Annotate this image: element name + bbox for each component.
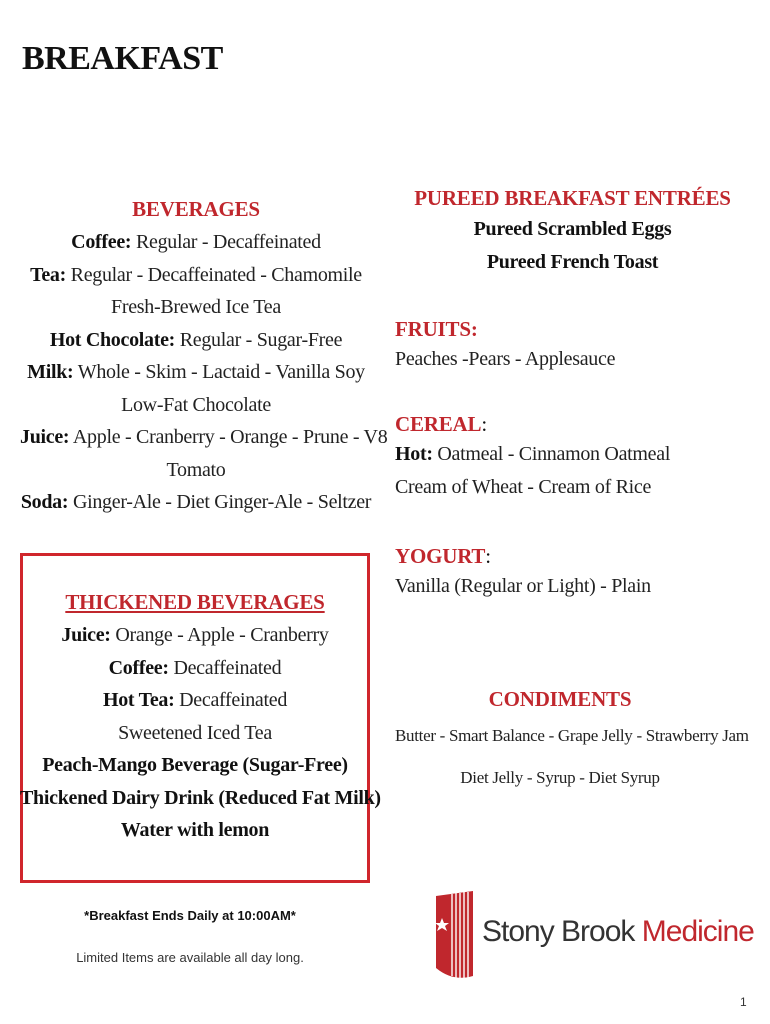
thick-coffee-text: Decaffeinated xyxy=(173,656,282,679)
thick-hot-tea-text: Decaffeinated xyxy=(179,689,288,711)
coffee-text: Regular - Decaffeinated xyxy=(135,231,321,253)
tea-line xyxy=(20,259,372,292)
cereal-header: CEREAL xyxy=(395,412,482,436)
cereal-colon: : xyxy=(481,412,487,436)
beverages-header: BEVERAGES xyxy=(132,197,260,221)
thickened-header: THICKENED BEVERAGES xyxy=(65,590,325,614)
condiments-line-2: Diet Jelly - Syrup - Diet Syrup xyxy=(460,768,660,787)
fruits-header: FRUITS: xyxy=(395,317,478,341)
tea-label: Tea: xyxy=(30,263,66,286)
thick-hot-tea-line xyxy=(20,684,370,717)
thick-coffee-line xyxy=(20,652,370,685)
condiments-header: CONDIMENTS xyxy=(488,687,632,711)
cereal-hot-label: Hot: xyxy=(395,443,433,465)
all-day-note: Limited Items are available all day long. xyxy=(76,950,304,965)
pureed-header: PUREED BREAKFAST ENTRÉES xyxy=(414,186,731,210)
yogurt-colon: : xyxy=(485,544,491,568)
juice-text: Apple - Cranberry - Orange - Prune - V8 xyxy=(72,426,388,448)
thick-coffee-label: Coffee: xyxy=(108,656,169,679)
dairy-line xyxy=(20,782,381,815)
logo-wordmark xyxy=(482,915,754,949)
condiments-section xyxy=(395,684,749,788)
cereal-cream-line: Cream of Wheat - Cream of Rice xyxy=(395,475,652,498)
yogurt-header-line xyxy=(395,542,755,570)
soda-line xyxy=(20,486,372,519)
thick-iced-tea-line: Sweetened Iced Tea xyxy=(118,721,272,744)
pureed-item: Pureed French Toast xyxy=(486,250,659,273)
yogurt-section xyxy=(395,542,755,603)
page-number: 1 xyxy=(740,995,747,1009)
cereal-hot-line xyxy=(395,438,755,471)
hot-chocolate-line xyxy=(20,324,372,357)
coffee-label: Coffee: xyxy=(71,231,132,253)
hot-chocolate-label: Hot Chocolate: xyxy=(49,328,176,351)
juice-label: Juice: xyxy=(20,426,70,448)
thick-hot-tea-label: Hot Tea: xyxy=(102,689,175,711)
hot-chocolate-text: Regular - Sugar-Free xyxy=(179,328,343,351)
pureed-section xyxy=(380,183,765,278)
low-fat-line: Low-Fat Chocolate xyxy=(121,393,271,416)
soda-text: Ginger-Ale - Diet Ginger-Ale - Seltzer xyxy=(72,491,372,513)
beverages-section xyxy=(20,192,388,519)
tomato-line: Tomato xyxy=(166,458,226,481)
iced-tea-line: Fresh-Brewed Ice Tea xyxy=(111,296,281,318)
cereal-header-line xyxy=(395,410,755,438)
milk-text: Whole - Skim - Lactaid - Vanilla Soy xyxy=(77,361,365,383)
water-text: Water with lemon xyxy=(120,819,270,841)
thick-juice-line xyxy=(20,619,370,652)
thick-juice-label: Juice: xyxy=(61,624,111,646)
milk-label: Milk: xyxy=(27,361,74,383)
breakfast-ends-note: *Breakfast Ends Daily at 10:00AM* xyxy=(84,908,296,923)
cereal-hot-text: Oatmeal - Cinnamon Oatmeal xyxy=(437,443,671,465)
peach-mango-line xyxy=(20,749,370,782)
thickened-section xyxy=(20,585,381,847)
cereal-section xyxy=(395,410,755,503)
condiments-line-1: Butter - Smart Balance - Grape Jelly - Strawberry Jam xyxy=(395,726,749,745)
water-line xyxy=(20,814,370,847)
page-title: BREAKFAST xyxy=(22,40,223,77)
coffee-line xyxy=(20,226,372,259)
logo-medicine: Medicine xyxy=(641,915,754,948)
thick-juice-text: Orange - Apple - Cranberry xyxy=(115,624,329,646)
dairy-text: Thickened Dairy Drink (Reduced Fat Milk) xyxy=(20,786,381,809)
peach-mango-text: Peach-Mango Beverage (Sugar-Free) xyxy=(42,754,348,776)
fruits-text: Peaches -Pears - Applesauce xyxy=(395,348,616,370)
fruits-section xyxy=(395,315,755,376)
tea-text: Regular - Decaffeinated - Chamomile xyxy=(70,263,362,286)
yogurt-header: YOGURT xyxy=(395,544,486,568)
milk-line xyxy=(20,356,372,389)
logo-stony-brook: Stony Brook xyxy=(482,915,635,948)
yogurt-text: Vanilla (Regular or Light) - Plain xyxy=(395,575,651,597)
soda-label: Soda: xyxy=(20,491,69,513)
juice-line xyxy=(20,421,388,454)
pureed-item: Pureed Scrambled Eggs xyxy=(473,218,672,240)
